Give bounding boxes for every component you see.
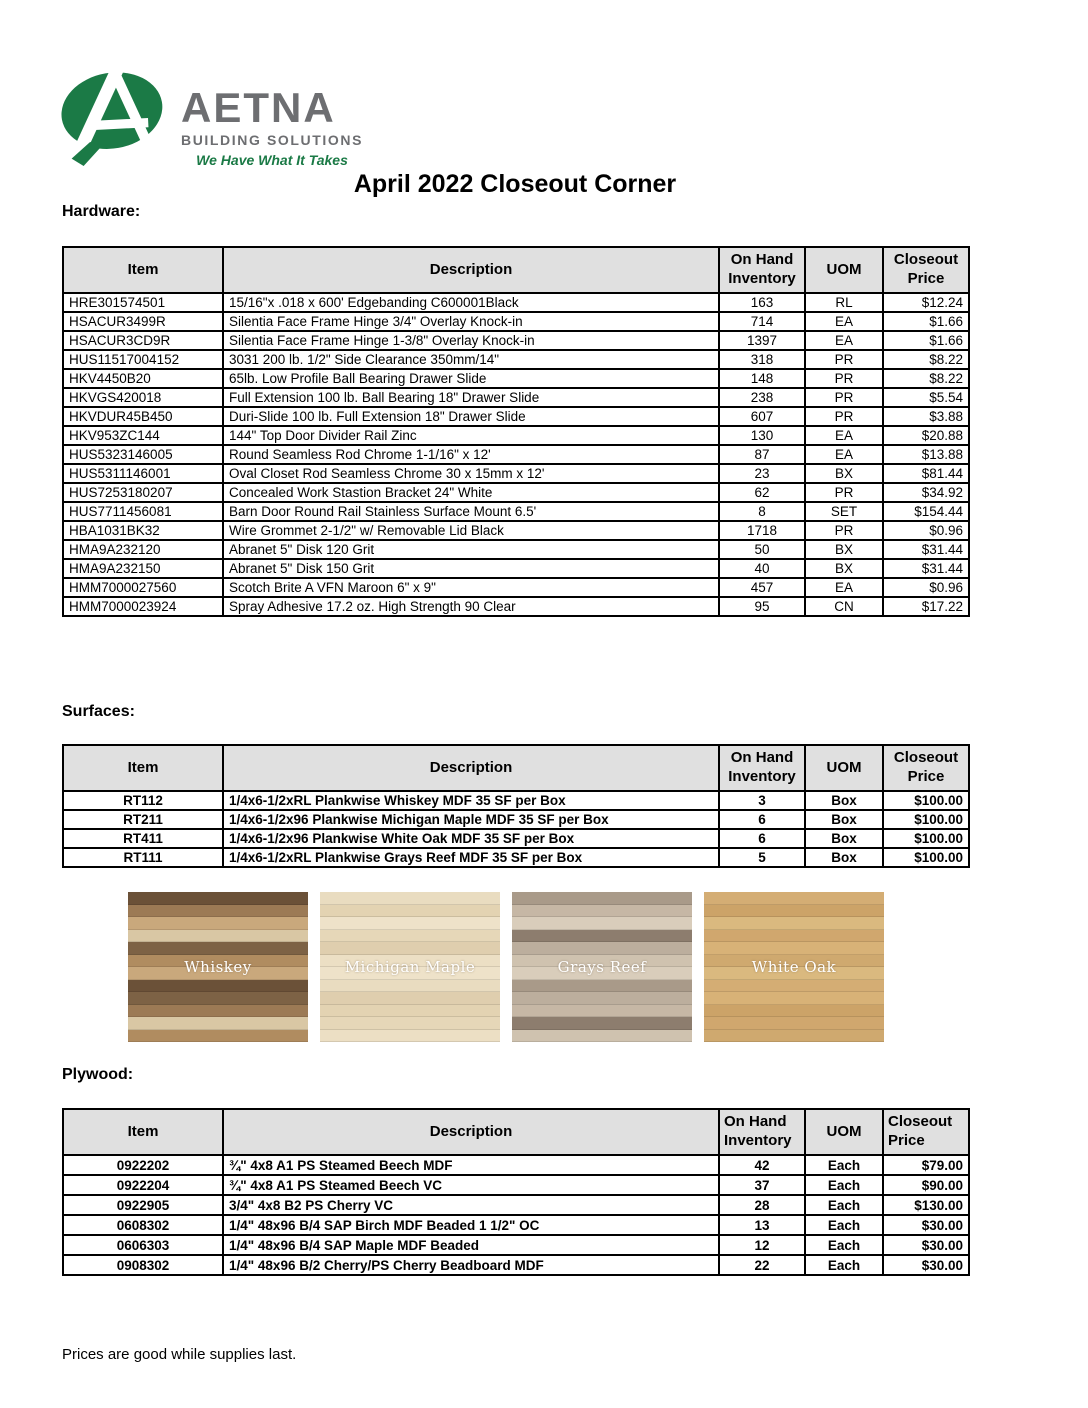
table-cell: 0922202 (63, 1155, 223, 1175)
section-label-hardware: Hardware: (62, 203, 141, 220)
column-header: Description (223, 1109, 719, 1155)
table-cell: 1/4x6-1/2x96 Plankwise Michigan Maple MDF 35 SF per Box (223, 810, 719, 829)
table-cell: 1/4" 48x96 B/2 Cherry/PS Cherry Beadboard MDF (223, 1255, 719, 1275)
table-cell: HKVGS420018 (63, 388, 223, 407)
aetna-logo (55, 70, 363, 168)
table-cell: 144" Top Door Divider Rail Zinc (223, 426, 719, 445)
table-cell: $30.00 (883, 1255, 969, 1275)
table-cell: $3.88 (883, 407, 969, 426)
table-cell: 1718 (719, 521, 805, 540)
table-row (63, 1255, 969, 1275)
table-row (63, 464, 969, 483)
table-cell: $1.66 (883, 331, 969, 350)
table-cell: 1/4" 48x96 B/4 SAP Maple MDF Beaded (223, 1235, 719, 1255)
table-cell: HUS7711456081 (63, 502, 223, 521)
table-cell: HMM7000023924 (63, 597, 223, 616)
table-row (63, 540, 969, 559)
table-cell: HRE301574501 (63, 293, 223, 312)
table-cell: $0.96 (883, 578, 969, 597)
table-cell: RT211 (63, 810, 223, 829)
table-cell: 0606303 (63, 1235, 223, 1255)
table-row (63, 426, 969, 445)
table-cell: $1.66 (883, 312, 969, 331)
brand-tagline: BUILDING SOLUTIONS (181, 131, 364, 148)
table-cell: EA (805, 331, 883, 350)
table-row (63, 388, 969, 407)
table-cell: 5 (719, 848, 805, 867)
table-cell: 37 (719, 1175, 805, 1195)
table-cell: 1/4x6-1/2xRL Plankwise Grays Reef MDF 35 SF per Box (223, 848, 719, 867)
column-header: Closeout Price (883, 745, 969, 791)
table-cell: Each (805, 1215, 883, 1235)
table-cell: 3031 200 lb. 1/2" Side Clearance 350mm/14" (223, 350, 719, 369)
table-cell: HKV4450B20 (63, 369, 223, 388)
table-cell: CN (805, 597, 883, 616)
table-cell: Silentia Face Frame Hinge 3/4" Overlay Knock-in (223, 312, 719, 331)
table-row (63, 521, 969, 540)
table-cell: Full Extension 100 lb. Ball Bearing 18" Drawer Slide (223, 388, 719, 407)
table-cell: 50 (719, 540, 805, 559)
column-header: UOM (805, 1109, 883, 1155)
table-cell: $79.00 (883, 1155, 969, 1175)
table-cell: $12.24 (883, 293, 969, 312)
table-cell: EA (805, 445, 883, 464)
table-row (63, 483, 969, 502)
table-cell: 163 (719, 293, 805, 312)
table-cell: HKV953ZC144 (63, 426, 223, 445)
table-cell: $30.00 (883, 1215, 969, 1235)
table-row (63, 312, 969, 331)
table-cell: 3/4" 4x8 B2 PS Cherry VC (223, 1195, 719, 1215)
table-cell: EA (805, 426, 883, 445)
column-header: On Hand Inventory (719, 1109, 805, 1155)
table-cell: 12 (719, 1235, 805, 1255)
wood-sample-gallery (128, 892, 884, 1042)
sample-label: Michigan Maple (344, 958, 476, 976)
wood-sample-michigan-maple (320, 892, 500, 1042)
aetna-logo-icon (55, 70, 175, 166)
table-cell: 65lb. Low Profile Ball Bearing Drawer Slide (223, 369, 719, 388)
table-cell: Concealed Work Stastion Bracket 24" White (223, 483, 719, 502)
brand-slogan: We Have What It Takes (196, 151, 348, 168)
table-cell: $130.00 (883, 1195, 969, 1215)
table-row (63, 445, 969, 464)
table-cell: Wire Grommet 2-1/2" w/ Removable Lid Black (223, 521, 719, 540)
table-cell: $100.00 (883, 829, 969, 848)
section-label-plywood: Plywood: (62, 1066, 134, 1083)
section-label-surfaces: Surfaces: (62, 703, 135, 720)
table-cell: 3 (719, 791, 805, 810)
table-cell: Scotch Brite A VFN Maroon 6" x 9" (223, 578, 719, 597)
table-cell: Barn Door Round Rail Stainless Surface Mount 6.5' (223, 502, 719, 521)
table-cell: 6 (719, 829, 805, 848)
table-cell: RL (805, 293, 883, 312)
table-row (63, 293, 969, 312)
table-cell: ¾" 4x8 A1 PS Steamed Beech VC (223, 1175, 719, 1195)
table-cell: 13 (719, 1215, 805, 1235)
header-row (63, 247, 969, 293)
table-row (63, 407, 969, 426)
column-header: On Hand Inventory (719, 247, 805, 293)
table-cell: HKVDUR45B450 (63, 407, 223, 426)
table-cell: $17.22 (883, 597, 969, 616)
table-cell: HBA1031BK32 (63, 521, 223, 540)
table-cell: 238 (719, 388, 805, 407)
table-cell: 87 (719, 445, 805, 464)
column-header: On Hand Inventory (719, 745, 805, 791)
table-cell: PR (805, 369, 883, 388)
table-cell: Box (805, 810, 883, 829)
table-cell: HUS5311146001 (63, 464, 223, 483)
table-cell: 714 (719, 312, 805, 331)
table-cell: 457 (719, 578, 805, 597)
table-row (63, 848, 969, 867)
table-cell: HMA9A232120 (63, 540, 223, 559)
logo-text (181, 84, 364, 168)
table-cell: $31.44 (883, 540, 969, 559)
table-cell: HUS5323146005 (63, 445, 223, 464)
table-cell: Each (805, 1235, 883, 1255)
table-cell: $31.44 (883, 559, 969, 578)
table-cell: HUS11517004152 (63, 350, 223, 369)
table-row (63, 1195, 969, 1215)
table-cell: 607 (719, 407, 805, 426)
table-cell: $5.54 (883, 388, 969, 407)
table-cell: $34.92 (883, 483, 969, 502)
table-cell: $13.88 (883, 445, 969, 464)
surfaces-table (62, 744, 970, 868)
table-cell: 1397 (719, 331, 805, 350)
table-row (63, 369, 969, 388)
table-cell: $8.22 (883, 369, 969, 388)
table-row (63, 1175, 969, 1195)
column-header: Description (223, 247, 719, 293)
table-cell: 0608302 (63, 1215, 223, 1235)
table-row (63, 502, 969, 521)
table-cell: $154.44 (883, 502, 969, 521)
table-cell: $20.88 (883, 426, 969, 445)
table-row (63, 791, 969, 810)
table-cell: RT112 (63, 791, 223, 810)
page-title: April 2022 Closeout Corner (353, 170, 677, 198)
table-row (63, 1215, 969, 1235)
table-cell: $0.96 (883, 521, 969, 540)
table-cell: Silentia Face Frame Hinge 1-3/8" Overlay Knock-in (223, 331, 719, 350)
column-header: Closeout Price (883, 247, 969, 293)
column-header: Item (63, 247, 223, 293)
table-cell: $30.00 (883, 1235, 969, 1255)
sample-label: Grays Reef (557, 958, 647, 976)
table-cell: PR (805, 407, 883, 426)
table-cell: HSACUR3CD9R (63, 331, 223, 350)
table-cell: BX (805, 540, 883, 559)
table-row (63, 597, 969, 616)
table-row (63, 1155, 969, 1175)
table-cell: $90.00 (883, 1175, 969, 1195)
table-cell: 0922204 (63, 1175, 223, 1195)
wood-sample-whiskey (128, 892, 308, 1042)
table-cell: $100.00 (883, 848, 969, 867)
table-cell: Each (805, 1155, 883, 1175)
column-header: UOM (805, 745, 883, 791)
column-header: Closeout Price (883, 1109, 969, 1155)
table-cell: 22 (719, 1255, 805, 1275)
table-cell: BX (805, 559, 883, 578)
table-cell: 8 (719, 502, 805, 521)
table-cell: PR (805, 350, 883, 369)
table-cell: $100.00 (883, 810, 969, 829)
table-cell: Duri-Slide 100 lb. Full Extension 18" Drawer Slide (223, 407, 719, 426)
table-cell: Each (805, 1255, 883, 1275)
table-cell: 23 (719, 464, 805, 483)
table-cell: Box (805, 829, 883, 848)
table-cell: PR (805, 388, 883, 407)
sample-label: White Oak (751, 958, 837, 976)
hardware-table (62, 246, 970, 617)
table-row (63, 1235, 969, 1255)
table-cell: 1/4x6-1/2x96 Plankwise White Oak MDF 35 SF per Box (223, 829, 719, 848)
table-cell: $100.00 (883, 791, 969, 810)
wood-sample-grays-reef (512, 892, 692, 1042)
table-row (63, 578, 969, 597)
table-cell: HMA9A232150 (63, 559, 223, 578)
table-row (63, 331, 969, 350)
table-cell: 0922905 (63, 1195, 223, 1215)
table-row (63, 810, 969, 829)
table-cell: 40 (719, 559, 805, 578)
sample-label: Whiskey (184, 958, 252, 976)
table-cell: Spray Adhesive 17.2 oz. High Strength 90 Clear (223, 597, 719, 616)
table-cell: HUS7253180207 (63, 483, 223, 502)
table-cell: BX (805, 464, 883, 483)
table-cell: PR (805, 521, 883, 540)
table-cell: Abranet 5" Disk 150 Grit (223, 559, 719, 578)
table-cell: 130 (719, 426, 805, 445)
table-cell: Abranet 5" Disk 120 Grit (223, 540, 719, 559)
table-cell: Each (805, 1175, 883, 1195)
table-cell: 28 (719, 1195, 805, 1215)
table-cell: 95 (719, 597, 805, 616)
table-cell: 42 (719, 1155, 805, 1175)
header-row (63, 1109, 969, 1155)
table-cell: ¾" 4x8 A1 PS Steamed Beech MDF (223, 1155, 719, 1175)
table-cell: RT411 (63, 829, 223, 848)
table-cell: 15/16"x .018 x 600' Edgebanding C600001Black (223, 293, 719, 312)
column-header: Description (223, 745, 719, 791)
table-cell: Box (805, 791, 883, 810)
wood-sample-white-oak (704, 892, 884, 1042)
table-row (63, 350, 969, 369)
table-cell: 0908302 (63, 1255, 223, 1275)
column-header: Item (63, 1109, 223, 1155)
table-cell: 1/4" 48x96 B/4 SAP Birch MDF Beaded 1 1/2" OC (223, 1215, 719, 1235)
table-cell: HMM7000027560 (63, 578, 223, 597)
table-cell: SET (805, 502, 883, 521)
table-row (63, 829, 969, 848)
header-row (63, 745, 969, 791)
table-cell: Oval Closet Rod Seamless Chrome 30 x 15mm x 12' (223, 464, 719, 483)
table-cell: RT111 (63, 848, 223, 867)
table-cell: $8.22 (883, 350, 969, 369)
table-cell: Each (805, 1195, 883, 1215)
plywood-table (62, 1108, 970, 1276)
table-cell: HSACUR3499R (63, 312, 223, 331)
table-cell: 148 (719, 369, 805, 388)
table-cell: Box (805, 848, 883, 867)
table-cell: 318 (719, 350, 805, 369)
table-cell: 1/4x6-1/2xRL Plankwise Whiskey MDF 35 SF per Box (223, 791, 719, 810)
table-cell: PR (805, 483, 883, 502)
column-header: Item (63, 745, 223, 791)
table-cell: EA (805, 578, 883, 597)
table-cell: Round Seamless Rod Chrome 1-1/16" x 12' (223, 445, 719, 464)
table-cell: $81.44 (883, 464, 969, 483)
table-cell: 62 (719, 483, 805, 502)
footer-note: Prices are good while supplies last. (62, 1346, 297, 1363)
table-row (63, 559, 969, 578)
column-header: UOM (805, 247, 883, 293)
table-cell: 6 (719, 810, 805, 829)
table-cell: EA (805, 312, 883, 331)
brand-name: AETNA (181, 84, 336, 131)
